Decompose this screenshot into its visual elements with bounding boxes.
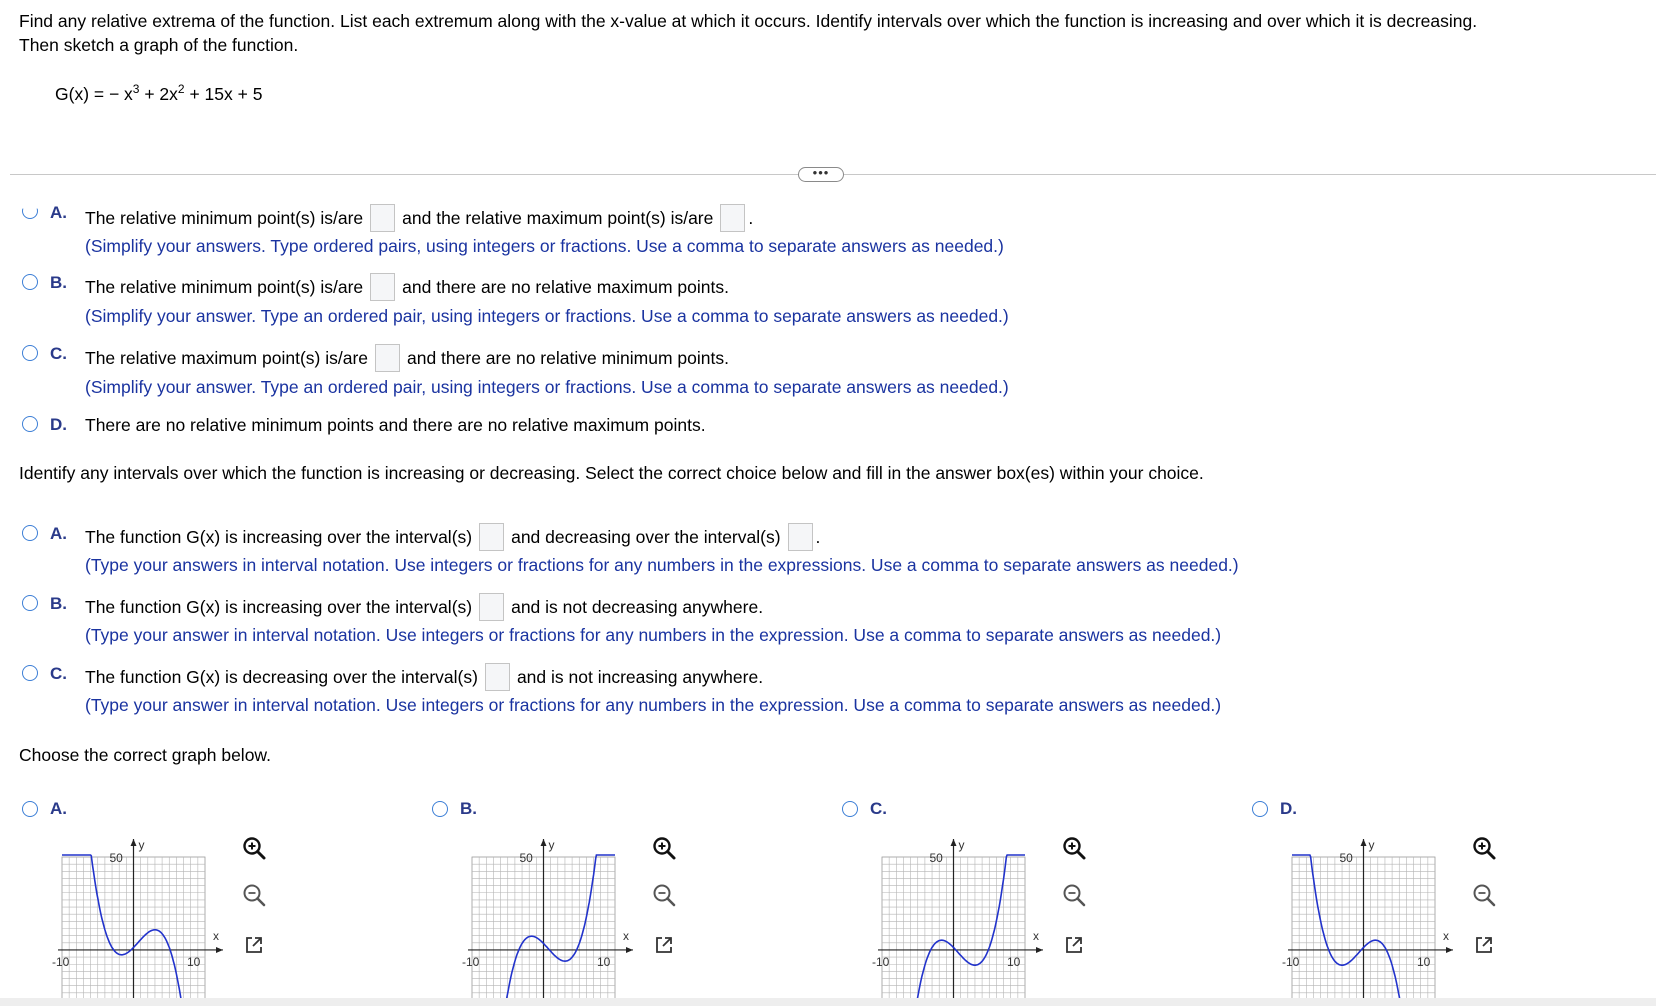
extrema-a-text1: The relative minimum point(s) is/are (85, 207, 364, 228)
interval-a-text2: and decreasing over the interval(s) (511, 526, 781, 547)
graph-radio-a[interactable] (22, 801, 38, 817)
y-axis-label: y (1368, 838, 1375, 852)
zoom-out-icon[interactable] (1059, 880, 1089, 910)
question-line-2: Then sketch a graph of the function. (19, 35, 299, 55)
extrema-radio-d[interactable] (22, 416, 38, 432)
extrema-letter-d: D. (50, 415, 67, 434)
extrema-letter-b: B. (50, 273, 67, 292)
open-external-icon[interactable] (1469, 930, 1499, 960)
open-external-icon[interactable] (649, 930, 679, 960)
interval-c-decreasing-input[interactable] (485, 663, 510, 691)
extrema-choice-b (85, 272, 729, 302)
extrema-a-min-input[interactable] (370, 204, 395, 232)
graph-letter-b: B. (460, 799, 477, 818)
extrema-letter-c: C. (50, 344, 67, 363)
graph-letter-c: C. (870, 799, 887, 818)
bottom-bar (0, 998, 1656, 1006)
extrema-choice-a (85, 203, 753, 233)
x-min-label: -10 (52, 954, 70, 969)
interval-a-period: . (815, 526, 821, 547)
interval-letter-c: C. (50, 664, 67, 683)
zoom-in-icon[interactable] (1059, 833, 1089, 863)
fn-exponent-3: 3 (132, 82, 140, 96)
zoom-out-icon[interactable] (239, 880, 269, 910)
extrema-letter-a: A. (50, 203, 67, 222)
x-max-label: 10 (187, 954, 201, 969)
interval-letter-a: A. (50, 524, 67, 543)
x-axis-arrow (626, 947, 633, 953)
interval-b-increasing-input[interactable] (479, 593, 504, 621)
extrema-b-text1: The relative minimum point(s) is/are (85, 276, 364, 297)
interval-a-text1: The function G(x) is increasing over the interval(s) (85, 526, 473, 547)
extrema-c-text1: The relative maximum point(s) is/are (85, 347, 368, 368)
x-axis-label: x (623, 928, 629, 943)
fn-exponent-2: 2 (177, 82, 185, 96)
interval-b-text1: The function G(x) is increasing over the interval(s) (85, 596, 473, 617)
x-axis-arrow (216, 947, 223, 953)
extrema-a-text2: and the relative maximum point(s) is/are (402, 207, 714, 228)
open-external-icon[interactable] (1059, 930, 1089, 960)
y-axis-label: y (548, 838, 555, 852)
fn-mid: + 2x (139, 84, 178, 104)
extrema-radio-c[interactable] (22, 345, 38, 361)
fn-rhs: + 15x + 5 (184, 84, 263, 104)
interval-c-text1: The function G(x) is decreasing over the interval(s) (85, 666, 478, 687)
open-external-icon[interactable] (239, 930, 269, 960)
graph-thumbnail-d[interactable] (1280, 832, 1470, 1007)
x-max-label: 10 (597, 954, 611, 969)
question-line-1: Find any relative extrema of the function. List each extremum along with the x-value at which it occurs. Identify intervals over which the function is increasing and over which it is decreasing. (19, 11, 1478, 31)
extrema-radio-a[interactable] (22, 203, 38, 219)
y-tick-label: 50 (1339, 851, 1353, 865)
extrema-c-max-input[interactable] (375, 344, 400, 372)
zoom-in-icon[interactable] (649, 833, 679, 863)
y-axis-arrow (1361, 839, 1367, 846)
function-expression (55, 84, 262, 105)
interval-b-text2: and is not decreasing anywhere. (511, 596, 764, 617)
interval-c-text2: and is not increasing anywhere. (516, 666, 764, 687)
x-axis-arrow (1446, 947, 1453, 953)
intervals-prompt: Identify any intervals over which the function is increasing or decreasing. Select the correct choice below and fill in the answer box(es) within your choice. (19, 463, 1204, 483)
interval-choice-a (85, 522, 820, 552)
y-tick-label: 50 (109, 851, 123, 865)
interval-a-hint: (Type your answers in interval notation. Use integers or fractions for any numbers in the expressions. Use a comma to separate answers as needed.) (85, 555, 1239, 575)
extrema-c-hint: (Simplify your answer. Type an ordered pair, using integers or fractions. Use a comma to separate answers as needed.) (85, 377, 1009, 397)
y-axis-label: y (138, 838, 145, 852)
graph-radio-b[interactable] (432, 801, 448, 817)
graph-radio-d[interactable] (1252, 801, 1268, 817)
y-axis-arrow (541, 839, 547, 846)
graph-radio-c[interactable] (842, 801, 858, 817)
y-axis-label: y (958, 838, 965, 852)
y-axis-arrow (951, 839, 957, 846)
x-axis-label: x (1033, 928, 1039, 943)
x-axis-arrow (1036, 947, 1043, 953)
extrema-a-period: . (748, 207, 754, 228)
extrema-b-hint: (Simplify your answer. Type an ordered pair, using integers or fractions. Use a comma to separate answers as needed.) (85, 306, 1009, 326)
x-min-label: -10 (462, 954, 480, 969)
extrema-a-hint: (Simplify your answers. Type ordered pairs, using integers or fractions. Use a comma to separate answers as needed.) (85, 236, 1004, 256)
x-min-label: -10 (872, 954, 890, 969)
graph-prompt: Choose the correct graph below. (19, 745, 271, 765)
zoom-in-icon[interactable] (1469, 833, 1499, 863)
x-axis-label: x (213, 928, 219, 943)
y-tick-label: 50 (929, 851, 943, 865)
graph-thumbnail-b[interactable] (460, 832, 650, 1007)
x-max-label: 10 (1007, 954, 1021, 969)
interval-radio-c[interactable] (22, 665, 38, 681)
extrema-b-min-input[interactable] (370, 273, 395, 301)
x-max-label: 10 (1417, 954, 1431, 969)
x-axis-label: x (1443, 928, 1449, 943)
extrema-choice-c (85, 343, 729, 373)
graph-thumbnail-c[interactable] (870, 832, 1060, 1007)
y-axis-arrow (131, 839, 137, 846)
interval-radio-b[interactable] (22, 595, 38, 611)
zoom-out-icon[interactable] (649, 880, 679, 910)
more-button[interactable]: ••• (798, 167, 844, 182)
y-tick-label: 50 (519, 851, 533, 865)
interval-b-hint: (Type your answer in interval notation. Use integers or fractions for any numbers in the expression. Use a comma to separate answers as needed.) (85, 625, 1222, 645)
interval-c-hint: (Type your answer in interval notation. Use integers or fractions for any numbers in the expression. Use a comma to separate answers as needed.) (85, 695, 1222, 715)
extrema-d-text: There are no relative minimum points and there are no relative maximum points. (85, 415, 706, 435)
interval-a-decreasing-input[interactable] (788, 523, 813, 551)
extrema-radio-b[interactable] (22, 274, 38, 290)
fn-lhs: G(x) = − x (55, 84, 133, 104)
x-min-label: -10 (1282, 954, 1300, 969)
interval-choice-c (85, 662, 763, 692)
interval-letter-b: B. (50, 594, 67, 613)
graph-letter-a: A. (50, 799, 67, 818)
interval-a-increasing-input[interactable] (479, 523, 504, 551)
extrema-c-text2: and there are no relative minimum points. (407, 347, 729, 368)
extrema-b-text2: and there are no relative maximum points. (402, 276, 729, 297)
zoom-out-icon[interactable] (1469, 880, 1499, 910)
extrema-a-max-input[interactable] (720, 204, 745, 232)
interval-choice-b (85, 592, 763, 622)
zoom-in-icon[interactable] (239, 833, 269, 863)
graph-thumbnail-a[interactable] (50, 832, 240, 1007)
interval-radio-a[interactable] (22, 525, 38, 541)
graph-letter-d: D. (1280, 799, 1297, 818)
